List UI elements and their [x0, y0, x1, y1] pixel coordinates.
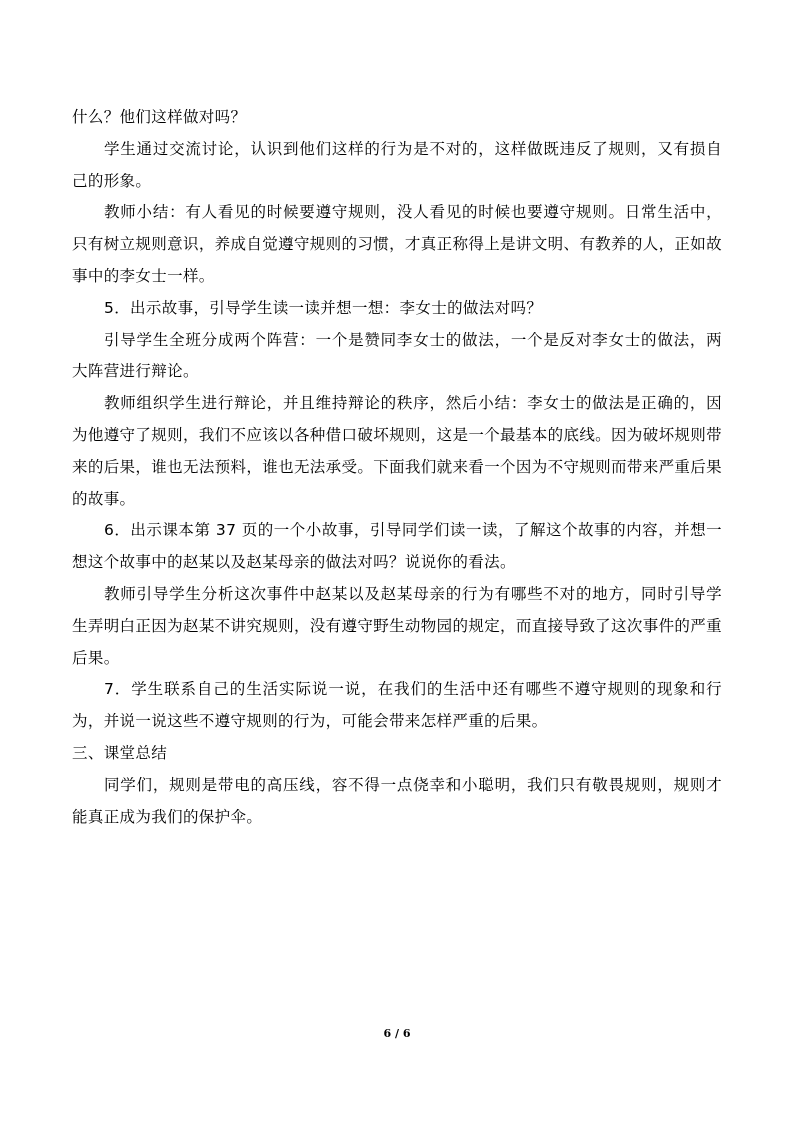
paragraph-class-summary: 同学们，规则是带电的高压线，容不得一点侥幸和小聪明，我们只有敬畏规则，规则才能真正成为我们的保护伞。 — [72, 775, 722, 826]
paragraph-step-5: 5．出示故事，引导学生读一读并想一想：李女士的做法对吗？ — [104, 298, 543, 317]
section-heading-class-summary: 三、课堂总结 — [72, 743, 168, 762]
paragraph-question-continuation: 什么？他们这样做对吗？ — [72, 108, 247, 126]
page-number: 6 / 6 — [383, 1027, 411, 1040]
paragraph-teacher-summary: 教师小结：有人看见的时候要遵守规则，没人看见的时候也要遵守规则。日常生活中，只有树立规则意识，养成自觉遵守规则的习惯，才真正称得上是讲文明、有教养的人，正如故事中的李女士一样。 — [72, 203, 722, 285]
paragraph-event-analysis: 教师引导学生分析这次事件中赵某以及赵某母亲的行为有哪些不对的地方，同时引导学生弄明白正因为赵某不讲究规则，没有遵守野生动物园的规定，而直接导致了这次事件的严重后果。 — [72, 584, 722, 667]
document-body — [72, 102, 722, 833]
paragraph-debate-summary: 教师组织学生进行辩论，并且维持辩论的秩序，然后小结：李女士的做法是正确的，因为他遵守了规则，我们不应该以各种借口破坏规则，这是一个最基本的底线。因为破坏规则带来的后果，谁也无法预料，谁也无法承受。下面我们就来看一个因为不守规则而带来严重后果的故事。 — [72, 394, 722, 508]
paragraph-step-6: 6．出示课本第 37 页的一个小故事，引导同学们读一读，了解这个故事的内容，并想一想这个故事中的赵某以及赵某母亲的做法对吗？说说你的看法。 — [72, 521, 722, 572]
paragraph-debate-groups: 引导学生全班分成两个阵营：一个是赞同李女士的做法，一个是反对李女士的做法，两大阵营进行辩论。 — [72, 330, 722, 381]
paragraph-student-discussion: 学生通过交流讨论，认识到他们这样的行为是不对的，这样做既违反了规则，又有损自己的形象。 — [72, 139, 722, 190]
paragraph-step-7: 7．学生联系自己的生活实际说一说，在我们的生活中还有哪些不遵守规则的现象和行为，并说一说这些不遵守规则的行为，可能会带来怎样严重的后果。 — [72, 680, 722, 731]
